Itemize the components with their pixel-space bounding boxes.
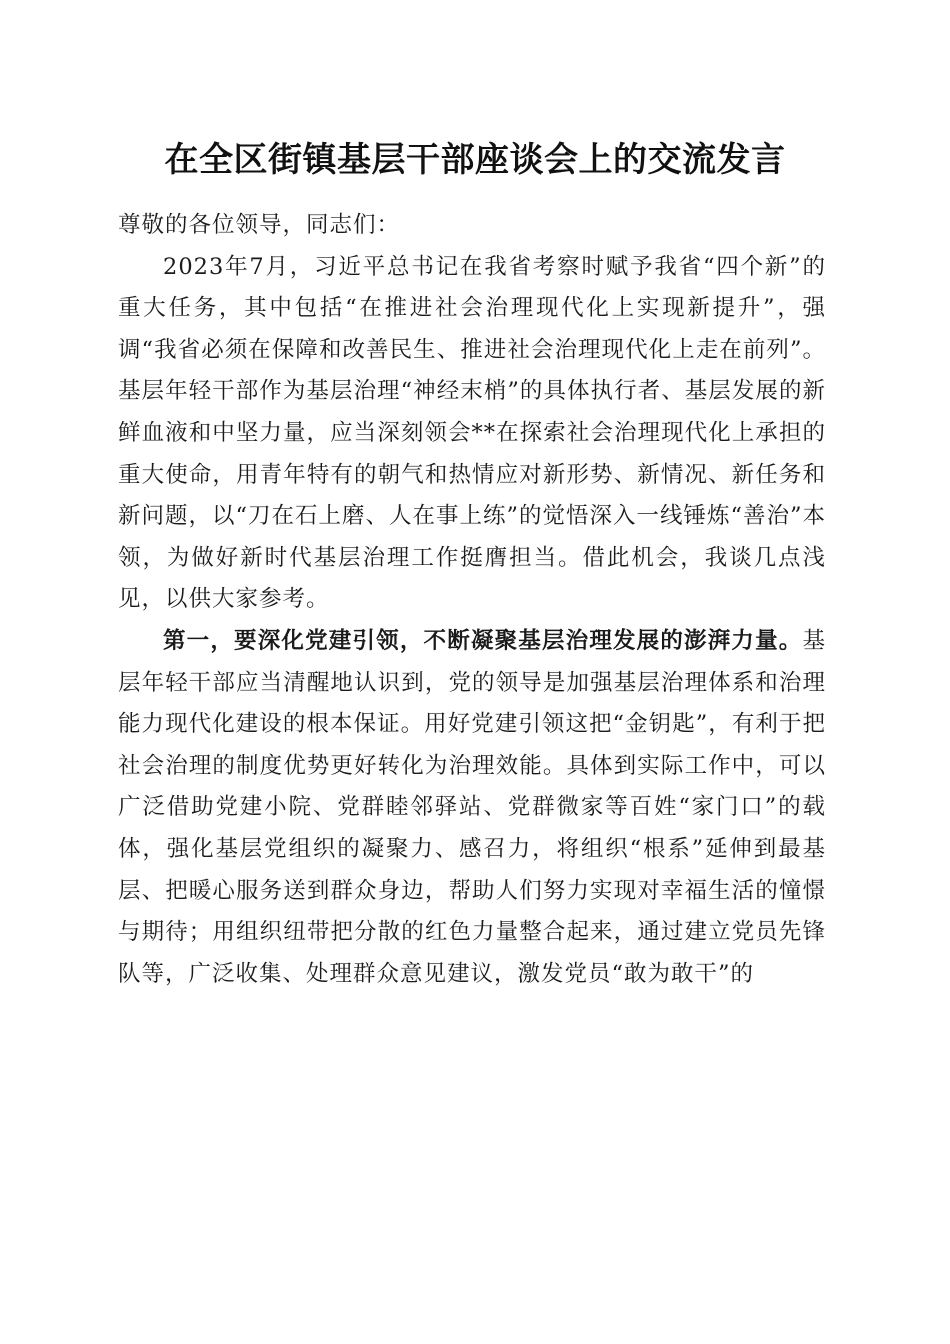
paragraph-first-point [118,621,826,995]
salutation: 尊敬的各位领导，同志们： [118,212,401,238]
paragraph-heading: 第一，要深化党建引领，不断凝聚基层治理发展的澎湃力量。 [163,627,803,654]
paragraph-text: 基层年轻干部应当清醒地认识到，党的领导是加强基层治理体系和治理能力现代化建设的根本保证。用好党建引领这把“金钥匙”，有利于把社会治理的制度优势更好转化为治理效能。具体到实际工作中，可以广泛借助党建小院、党群睦邻驿站、党群微家等百姓“家门口”的载体，强化基层党组织的凝聚力、感召力，将组织“根系”延伸到最基层、把暖心服务送到群众身边，帮助人们努力实现对幸福生活的憧憬与期待；用组织纽带把分散的红色力量整合起来，通过建立党员先锋队等，广泛收集、处理群众意见建议，激发党员“敢为敢干”的 [118,627,826,987]
document-body [118,205,826,995]
document-title: 在全区街镇基层干部座谈会上的交流发言 [164,140,786,180]
paragraph-intro: 2023年7月，习近平总书记在我省考察时赋予我省“四个新”的重大任务，其中包括“在推进社会治理现代化上实现新提升”，强调“我省必须在保障和改善民生、推进社会治理现代化上走在前列”。基层年轻干部作为基层治理“神经末梢”的具体执行者、基层发展的新鲜血液和中坚力量，应当深刻领会**在探索社会治理现代化上承担的重大使命，用青年特有的朝气和热情应对新形势、新情况、新任务和新问题，以“刀在石上磨、人在事上练”的觉悟深入一线锤炼“善治”本领，为做好新时代基层治理工作挺膺担当。借此机会，我谈几点浅见，以供大家参考。 [118,253,827,613]
